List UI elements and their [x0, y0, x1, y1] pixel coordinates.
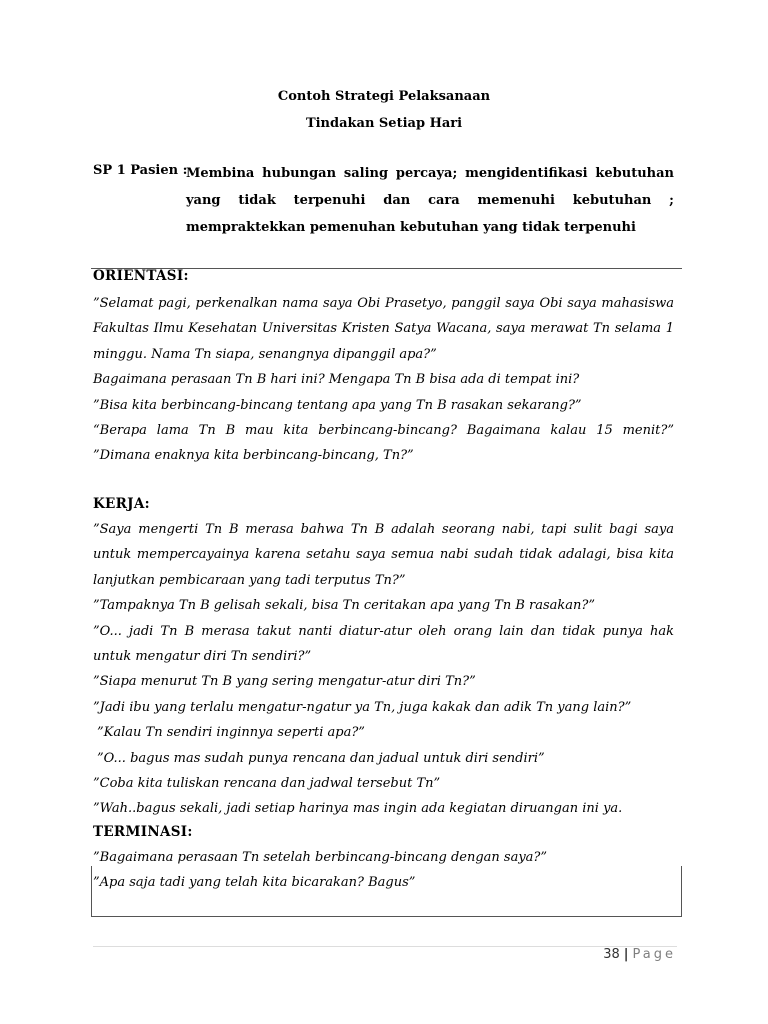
orientasi-line: Bagaimana perasaan Tn B hari ini? Mengapa Tn B bisa ada di tempat ini? [93, 372, 580, 388]
orientasi-heading: ORIENTASI: [93, 268, 189, 284]
kerja-line: ”Siapa menurut Tn B yang sering mengatur-atur diri Tn?” [93, 674, 476, 690]
terminasi-heading: TERMINASI: [93, 824, 193, 840]
sp-label: SP 1 Pasien : [93, 163, 188, 178]
orientasi-line: ”Bisa kita berbincang-bincang tentang apa yang Tn B rasakan sekarang?” [93, 397, 582, 413]
kerja-line: ”Saya mengerti Tn B merasa bahwa Tn B adalah seorang nabi, tapi sulit bagi saya untuk mempercayainya karena setahu saya semua nabi sudah tidak adalagi, bisa kita lanjutkan pembicaraan yang tadi terputus Tn?” [93, 522, 674, 588]
document-title: Contoh Strategi Pelaksanaan [277, 89, 491, 104]
kerja-line: ”O... jadi Tn B merasa takut nanti diatur-atur oleh orang lain dan tidak punya hak untuk mengatur diri Tn sendiri?” [93, 623, 674, 665]
table-cell-border [91, 866, 682, 917]
terminasi-line: ”Bagaimana perasaan Tn setelah berbincang-bincang dengan saya?” [93, 850, 548, 865]
sp-description: Membina hubungan saling percaya; mengidentifikasi kebutuhan yang tidak terpenuhi dan cara memenuhi kebutuhan ; mempraktekkan pemenuhan kebutuhan yang tidak terpenuhi [186, 166, 674, 235]
terminasi-line: ”Apa saja tadi yang telah kita bicarakan? Bagus” [93, 875, 416, 891]
orientasi-body [93, 291, 674, 469]
kerja-line: ”Coba kita tuliskan rencana dan jadwal tersebut Tn” [93, 776, 441, 792]
kerja-body [93, 517, 674, 822]
page-number: 38 [603, 947, 620, 962]
footer-divider [93, 946, 677, 947]
footer-separator: | [623, 947, 629, 962]
orientasi-line: ”Selamat pagi, perkenalkan nama saya Obi Prasetyo, panggil saya Obi saya mahasiswa Fakultas Ilmu Kesehatan Universitas Kristen Satya Wacana, saya merawat Tn selama 1 minggu. Nama Tn siapa, senangnya dipanggil apa?” [93, 296, 674, 362]
orientasi-line: “Berapa lama Tn B mau kita berbincang-bincang? Bagaimana kalau 15 menit?” ”Dimana enaknya kita berbincang-bincang, Tn?” [93, 423, 674, 464]
kerja-line: ”Jadi ibu yang terlalu mengatur-ngatur ya Tn, juga kakak dan adik Tn yang lain?” [93, 699, 632, 715]
page-word: Page [632, 947, 676, 962]
kerja-heading: KERJA: [93, 496, 150, 512]
kerja-line: ”Kalau Tn sendiri inginnya seperti apa?” [97, 725, 365, 741]
document-subtitle: Tindakan Setiap Hari [305, 116, 463, 131]
page-footer [603, 947, 676, 962]
kerja-line: ”O... bagus mas sudah punya rencana dan jadual untuk diri sendiri” [97, 750, 545, 766]
kerja-line: ”Tampaknya Tn B gelisah sekali, bisa Tn ceritakan apa yang Tn B rasakan?” [93, 598, 596, 614]
kerja-line: ”Wah..bagus sekali, jadi setiap harinya mas ingin ada kegiatan diruangan ini ya. [93, 801, 623, 817]
